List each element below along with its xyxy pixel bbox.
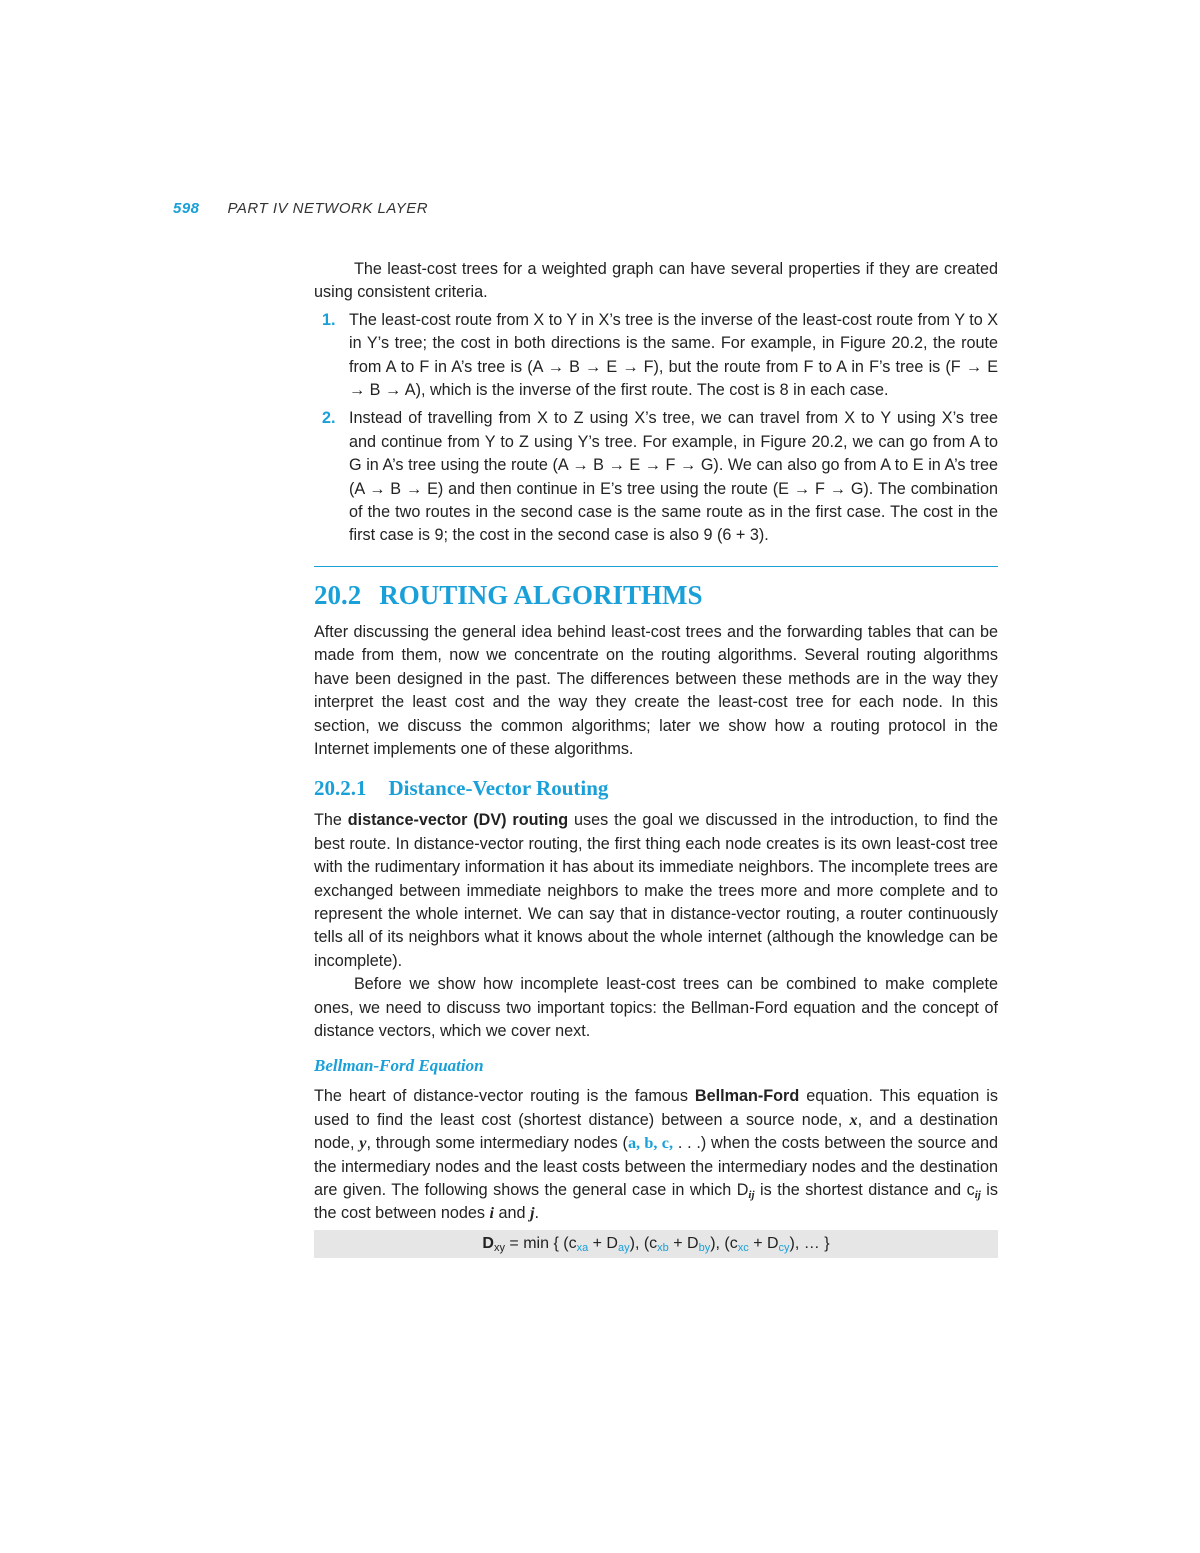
- subsection-title: Distance-Vector Routing: [388, 776, 609, 801]
- eq-sub: by: [698, 1241, 711, 1254]
- text-run: and: [494, 1204, 531, 1223]
- section-heading: [314, 579, 998, 611]
- list-number: 2.: [322, 409, 336, 428]
- dv-paragraph-2: Before we show how incomplete least-cost trees can be combined to make complete ones, we need to discuss two important topics: the Bellman-Ford equation and the concept of distance vectors, which we cover next.: [314, 975, 998, 1040]
- list-number: 1.: [322, 310, 336, 329]
- eq-sub: xy: [493, 1241, 505, 1254]
- eq-part: = min { (c: [504, 1234, 577, 1252]
- eq-sub: ay: [617, 1241, 630, 1254]
- eq-part: + D: [588, 1234, 618, 1252]
- text-run: is the cost between nodes: [314, 1181, 998, 1223]
- eq-sub: xc: [737, 1241, 749, 1254]
- text-run: , through some intermediary nodes (: [366, 1134, 628, 1153]
- var-y: y: [359, 1134, 367, 1153]
- list-item: [314, 309, 998, 403]
- subsection-number: 20.2.1: [314, 776, 367, 801]
- eq-part: + D: [668, 1234, 699, 1252]
- section-title: ROUTING ALGORITHMS: [379, 579, 703, 610]
- page-content: [314, 258, 998, 1258]
- text-run: equation. This equation is used to find the least cost (shortest distance) between a source node,: [314, 1087, 998, 1129]
- section-paragraph: After discussing the general idea behind least-cost trees and the forwarding tables that can be made from them, now we concentrate on the routing algorithms. Several routing algorithms have been designed in the past. The differences between these methods are in the way they interpret the least cost and the way they create the least-cost tree for each node. In this section, we discuss the common algorithms; later we show how a routing protocol in the Internet implements one of these algorithms.: [314, 622, 998, 758]
- eq-sub: cy: [778, 1241, 790, 1254]
- text-run: uses the goal we discussed in the introduction, to find the best route. In distance-vector routing, the first thing each node creates is its own least-cost tree with the rudimentary information it has about its immediate neighbors. The incomplete trees are exchanged between immediate neighbors to make the trees more and more complete and to represent the whole internet. We can say that in distance-vector routing, a router continuously tells all of its neighbors what it knows about the whole internet (although the knowledge can be incomplete).: [314, 811, 998, 970]
- term-distance-vector: distance-vector (DV) routing: [347, 811, 569, 830]
- list-item: [314, 407, 998, 547]
- section-number: 20.2: [314, 579, 362, 610]
- eq-sub: xa: [576, 1241, 589, 1254]
- subsection-heading: [314, 775, 998, 801]
- section-divider: [314, 566, 998, 567]
- text-run: The heart of distance-vector routing is the famous: [314, 1087, 695, 1106]
- bellman-ford-paragraph: [314, 1085, 998, 1225]
- var-x: x: [849, 1110, 858, 1129]
- text-run: .: [534, 1204, 540, 1223]
- list-text: The least-cost route from X to Y in X’s tree is the inverse of the least-cost route from Y to X in Y’s tree; the cost in both directions is the same. For example, in Figure 20.2, the route from A to F in A’s tree is (A → B → E → F), but the route from F to A in F’s tree is (F → E → B → A), which is the inverse of the first route. The cost is 8 in each case.: [349, 310, 999, 400]
- page-number: 598: [173, 200, 200, 217]
- dv-paragraph-1: [314, 809, 998, 973]
- eq-part: D: [482, 1234, 494, 1252]
- text-run: The: [314, 811, 348, 830]
- eq-part: ), … }: [789, 1234, 830, 1252]
- eq-part: + D: [748, 1234, 779, 1252]
- subscript: ij: [748, 1189, 755, 1201]
- properties-list: [314, 309, 998, 548]
- var-j: j: [530, 1204, 535, 1223]
- var-i: i: [489, 1204, 494, 1223]
- list-text: Instead of travelling from X to Z using X’s tree, we can travel from X to Y using X’s tree and continue from Y to Z using Y’s tree. For example, in Figure 20.2, we can go from A to G in A’s tree using the route (A → B → E → F → G). We can also go from A to E in A’s tree (A → B → E) and then continue in E’s tree using the route (E → F → G). The combination of the two routes in the second case is the same route as in the first case. The cost in the first case is 9; the cost in the second case is also 9 (6 + 3).: [349, 409, 998, 545]
- text-run: , and a destination node,: [314, 1110, 998, 1153]
- running-head: [173, 200, 428, 217]
- part-title: PART IV NETWORK LAYER: [227, 200, 429, 217]
- subscript: ij: [974, 1189, 981, 1201]
- eq-sub: xb: [657, 1241, 669, 1254]
- var-abc: a, b, c,: [627, 1134, 674, 1153]
- bellman-ford-heading: Bellman-Ford Equation: [314, 1056, 484, 1076]
- eq-part: ), (c: [629, 1234, 658, 1252]
- intro-paragraph: The least-cost trees for a weighted graph can have several properties if they are created using consistent criteria.: [314, 260, 998, 302]
- bellman-ford-equation: [314, 1230, 998, 1258]
- eq-part: ), (c: [710, 1234, 738, 1252]
- term-bellman-ford: Bellman-Ford: [694, 1087, 800, 1106]
- text-run: is the shortest distance and c: [754, 1181, 975, 1199]
- text-run: . . .) when the costs between the source and the intermediary nodes and the least costs between the intermediary nodes and the destination are given. The following shows the general case in which D: [314, 1134, 999, 1199]
